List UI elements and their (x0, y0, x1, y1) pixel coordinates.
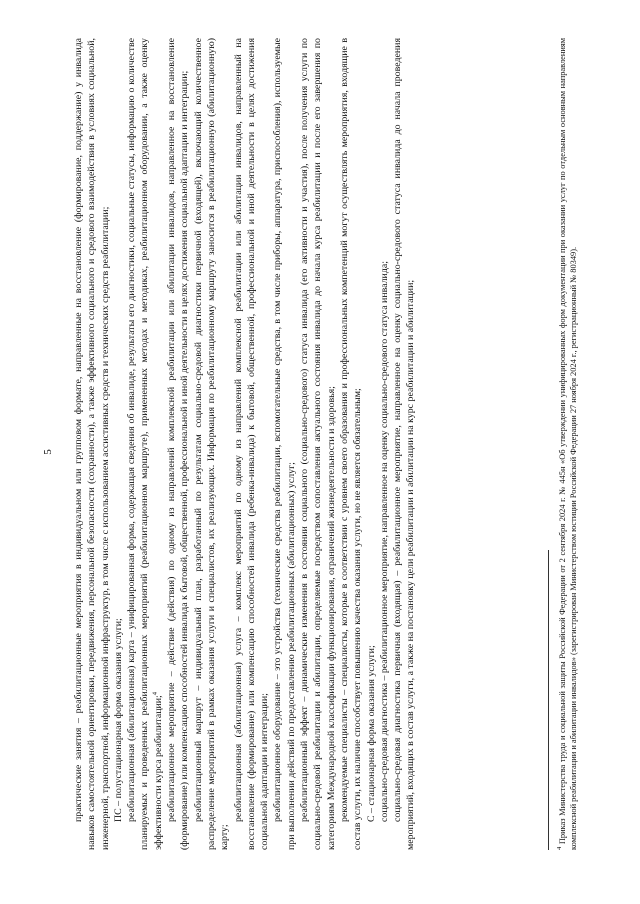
main-text (72, 38, 418, 850)
footnote-separator (548, 550, 549, 850)
paragraph-s-definition: С – стационарная форма оказания услуги; (365, 645, 377, 822)
paragraph-practical-classes: практические занятия – реабилитационные мероприятия в индивидуальном или групповом формате, направленные на восстановление (формирование, поддержание) у инвалида навыков самостоятельной ориентировки, передвижения, персональной безопасности (сохранности), а также эффективного социального и средового взаимодействия в условиях социальной, инженерной, транспортной, информационной инфраструктур, в том числе с использованием ассистивных средств и технических средств реабилитации; (73, 38, 111, 850)
paragraph-env-diagnostics: социально-средовая диагностика – реабилитационное мероприятие, направленное на оценку социально-средового статуса инвалида; (378, 261, 390, 822)
paragraph-rehab-service: реабилитационная (абилитационная) услуга – комплекс мероприятий по одному из направлений комплексной реабилитации или абилитации инвалидов, направленный на восстановление (формирование) или компенсацию способностей инвалида (ребенка-инвалида) к бытовой, общественной, профессиональной и иной деятельности в целях достижения социальной адаптации и интеграции; (232, 38, 271, 850)
footnote-reference: 4 (151, 691, 159, 696)
paragraph-rehab-equipment: реабилитационное оборудование – это устройства (технические средства реабилитации, вспомогательные средства, в том числе приборы, аппаратура, приспособления), используемые при выполнении действий по предоставлению реабилитационных (абилитационных) услуг; (272, 38, 297, 850)
rehab-card-text: реабилитационная (абилитационная) карта – унифицированная форма, содержащая сведения об инвалиде, результаты его диагностики, социальные статусы, информацию о количестве планируемых и проведенных реабилитационных мероприятий (реабилитационном маршруте), примененных методах и методиках, реабилитационном оборудовании, а также оценку эффективности курса реабилитации; (126, 38, 164, 850)
page-number: 5 (42, 449, 54, 455)
footnote (557, 38, 579, 850)
paragraph-rehab-measure: реабилитационное мероприятие – действие (действия) по одному из направлений комплексной реабилитации или абилитации инвалидов, направленное на восстановление (формирование) или компенсацию способностей инвалида к бытовой, общественной, профессиональной и иной деятельности в целях достижения социальной адаптации и интеграции; (166, 38, 191, 850)
paragraph-ps-definition: ПС – полустационарная форма оказания услуги; (112, 618, 124, 822)
paragraph-rehab-card (125, 38, 165, 850)
footnote-marker: 4 (556, 846, 564, 850)
paragraph-rehab-effect: реабилитационный эффект – динамические изменения в состоянии социального (социально-средового) статуса инвалида (его активности и участия), после получения услуги по социально-средовой реабилитации и абилитации, определяемые посредством сопоставления актуального состояния инвалида до начала курса реабилитации и после его завершения по категориям Международной классификации функционирования, ограничений жизнедеятельности и здоровья; (299, 38, 337, 850)
footnote-text: Приказ Министерства труда и социальной защиты Российской Федерации от 2 сентября 2024 г. № 445н «Об утверждении унифицированных форм документации при оказании услуг по отдельным основным направлениям комплексной реабилитации и абилитации инвалидов» (зарегистрирован Министерством юстиции Российской Федерации 27 ноября 2024 г., регистрационный № 80349). (558, 38, 579, 850)
paragraph-recommended-specialists: рекомендуемые специалисты – специалисты, которые в соответствии с уровнем своего образования и профессиональных компетенций могут осуществлять мероприятия, входящие в состав услуги, их наличие способствует повышению качества оказания услуги, но не является обязательным; (338, 38, 364, 850)
paragraph-env-diagnostics-primary: социально-средовая диагностика первичная (входящая) – реабилитационное мероприятие, направленное на оценку социально-средового статуса инвалида до начала проведения мероприятий, входящих в состав услуги, а также на постановку цели реабилитации и абилитации на курс реабилитации и абилитации; (392, 38, 417, 850)
paragraph-rehab-route: реабилитационный маршрут – индивидуальный план, разработанный по результатам социально-средовой диагностики первичной (входящей), включающий количественное распределение мероприятий в рамках оказания услуги и специалистов, их реализующих. Информация по реабилитационному маршруту заносится в реабилитационную (абилитационную) карту; (192, 38, 231, 850)
